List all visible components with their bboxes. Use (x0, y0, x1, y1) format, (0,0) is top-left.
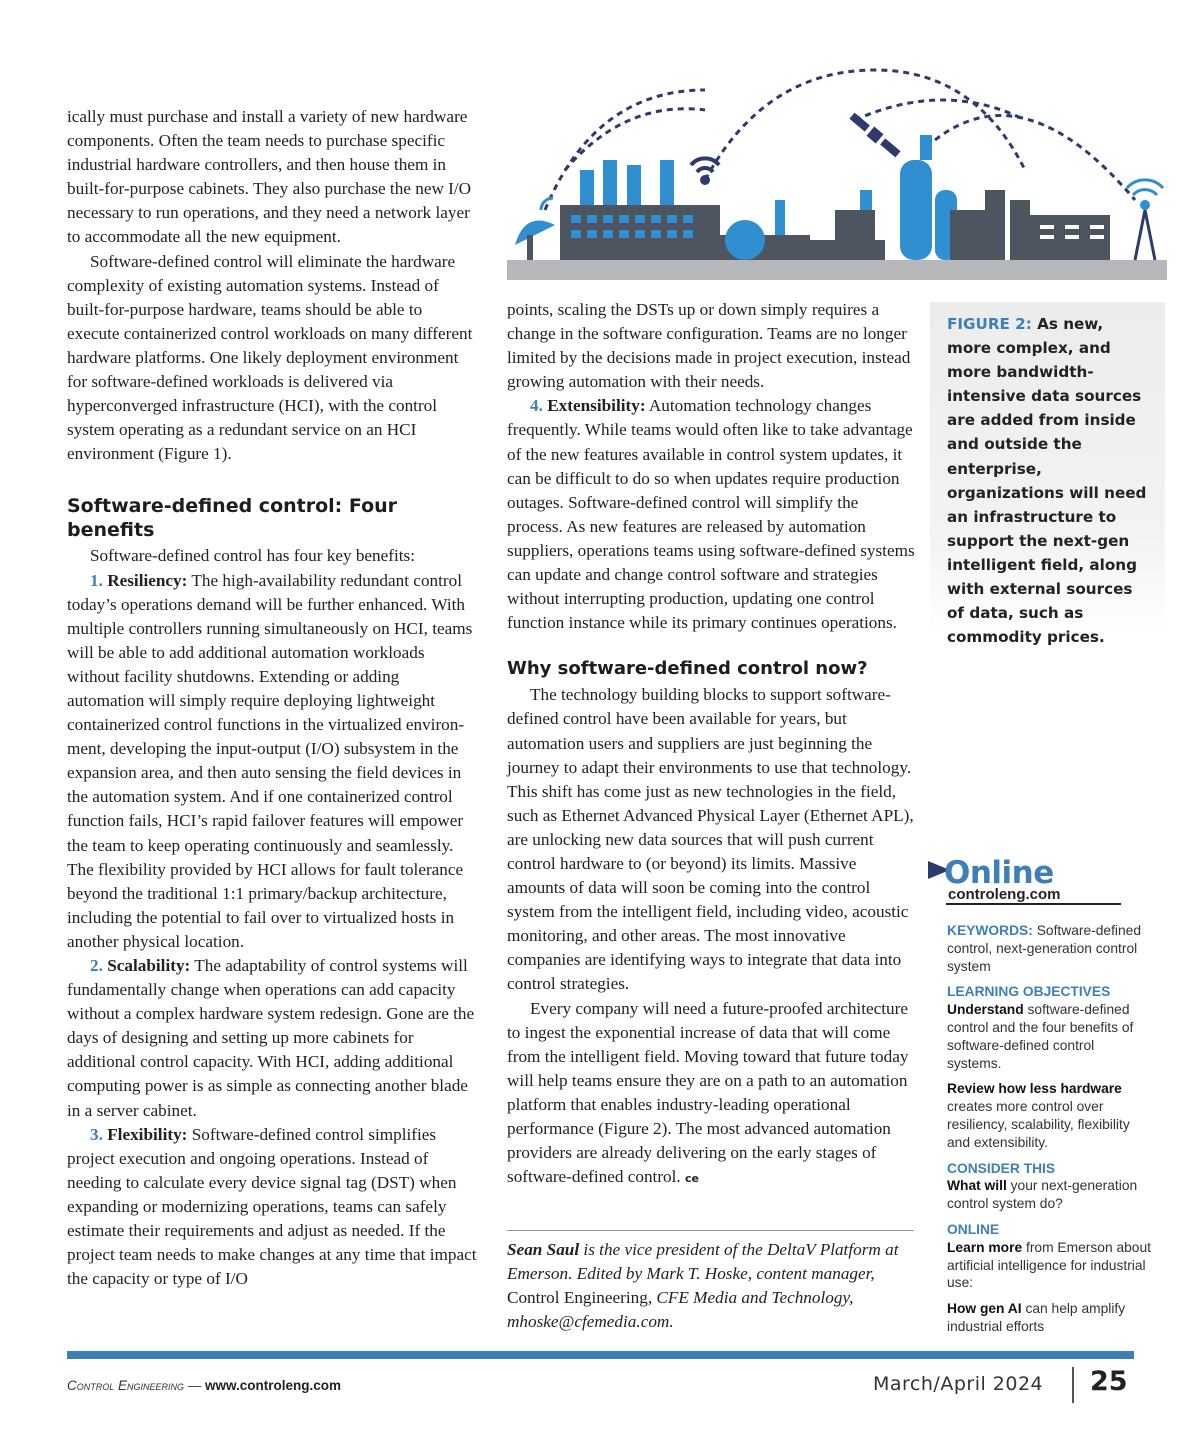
objective-lead: Review how less hardware (947, 1081, 1122, 1097)
online-link-item[interactable] (947, 1300, 1152, 1336)
online-word: Online (944, 855, 1054, 891)
benefit-label: Resiliency: (107, 570, 188, 590)
wifi-icon (691, 158, 719, 183)
refinery-towers (900, 135, 990, 260)
footer-publication (67, 1378, 341, 1393)
paragraph: Software-defined control will eliminate the hardware complexity of existing automation systems. Instead of built-for-purpose hardware, teams should be able to execute containerized control workloads on many different hardware platforms. One likely deployment environment for software-defined workloads is delivered via hyperconverged infrastructure (HCI), with the control system operating as a redundant service on an HCI environment (Figure 1). (67, 251, 473, 464)
link-text: can help amplify industrial efforts (947, 1301, 1126, 1334)
plant-center (720, 190, 885, 260)
radio-tower-icon (1127, 180, 1163, 260)
benefit-label: Scalability: (107, 956, 191, 975)
link-lead[interactable]: Learn more (947, 1239, 1023, 1255)
benefit-extensibility (507, 394, 917, 635)
learning-objectives-heading: LEARNING OBJECTIVES (947, 984, 1111, 1000)
footer-separator (1072, 1367, 1074, 1403)
paragraph: points, scaling the DSTs up or down simply requires a change in the software configuration. Teams are no longer limited by the decisions made in project execution, instead growing automation with their needs. (507, 300, 911, 392)
paragraph (507, 997, 917, 1192)
paragraph: Software-defined control has four key benefits: (90, 546, 416, 566)
section-heading-four-benefits: Software-defined control: Four benefits (67, 495, 398, 542)
benefit-text: Software-defined control simplifies project execution and ongoing operations. Instead of needing to calculate every device signal tag (DST) when expanding or modernizing operations, teams can safely estimate their requirements and adjust as needed. If the project team needs to make changes at any time that impact the capacity or type of I/O (67, 1124, 477, 1289)
bio-divider (507, 1230, 914, 1231)
benefit-number: 3. (90, 1124, 103, 1144)
keywords-label: KEYWORDS: (947, 923, 1033, 938)
footer-url[interactable]: www.controleng.com (205, 1378, 342, 1393)
footer-bar (67, 1351, 1134, 1359)
benefit-number: 4. (530, 396, 543, 416)
online-link-item[interactable] (947, 1239, 1152, 1292)
consider-text: your next-generation control system do? (947, 1178, 1138, 1212)
consider-lead: What will (947, 1178, 1007, 1194)
author-bio (507, 1238, 919, 1334)
ground (507, 260, 1167, 280)
link-text: from Emerson about artificial intelligence for industrial use: (947, 1239, 1151, 1291)
keywords (947, 922, 1152, 975)
bio-text: CFE Media and Technology, mhoske@cfemedia.com. (507, 1288, 854, 1331)
objective-text: software-defined control and the four benefits of software-defined control systems. (947, 1002, 1134, 1071)
benefit-number: 2. (90, 956, 103, 975)
figure-caption (930, 302, 1165, 647)
bio-text: is the vice president of the DeltaV Platform at Emerson. Edited by Mark T. Hoske, content manager, (507, 1240, 899, 1283)
benefit-resiliency (67, 569, 477, 955)
benefit-label: Extensibility: (547, 396, 646, 416)
benefit-label: Flexibility: (107, 1124, 188, 1144)
online-underline (946, 903, 1121, 905)
objective-text: creates more control over resiliency, scalability, flexibility and extensibility. (947, 1099, 1130, 1150)
footer-dash: — (184, 1378, 206, 1393)
objective-item (947, 1001, 1152, 1072)
sidebar-learning (947, 922, 1152, 1344)
satellite-icon (848, 111, 902, 159)
end-mark: ce (685, 1172, 699, 1186)
benefit-number: 1. (90, 570, 103, 590)
publication-title: Control Engineering (67, 1378, 185, 1393)
publication-name: Control Engineering, (507, 1288, 653, 1307)
issue-date: March/April 2024 (873, 1373, 1044, 1395)
paragraph-text: Every company will need a future-proofed architecture to ingest the exponential increase of data that will come from the intelligent field. Moving toward that future today will help teams ensure they are on a path to an automation platform that enables industry-leading operational performance (Figure 2). The most advanced automation providers are already delivering on the early stages of software-defined control. (507, 998, 909, 1187)
author-name: Sean Saul (507, 1240, 580, 1259)
link-lead[interactable]: How gen AI (947, 1301, 1022, 1317)
caption-label: FIGURE 2: (947, 315, 1032, 333)
factory-right (985, 190, 1110, 260)
benefit-flexibility (67, 1123, 477, 1292)
caption-text: As new, more complex, and more bandwidth-intensive data sources are added from inside and outside the enterprise, organizations will need an infrastructure to support the next-gen intelligent field, along with external sources of data, such as commodity prices. (947, 315, 1147, 647)
paragraph: ically must purchase and install a variety of new hardware components. Often the team needs to purchase specific industrial hardware controllers, and then house them in built-for-purpose cabinets. They also purchase the new I/O necessary to run operations, and they need a network layer to accommodate all the new equipment. (67, 107, 472, 247)
benefit-text: The high-availability redundant control today’s operations demand will be further enhanced. With multiple controllers running simultaneously on HCI, teams will be able to add additional automation workloads without facility shutdowns. Extending or adding automation will simply require deploying lightweight containerized control functions in the virtualized environment, developing the input-output (I/O) subsystem in the expansion area, and then auto sensing the field devices in the automation system. And if one containerized control function fails, HCI’s rapid failover features will empower the team to keep operating continuously and seamlessly. The flexibility provided by HCI allows for fault tolerance beyond the traditional 1:1 primary/backup architecture, including the potential to fail over to virtualized hosts in another physical location. (67, 570, 473, 951)
consider-item (947, 1177, 1152, 1213)
online-logo[interactable] (928, 853, 1158, 903)
article-column-1 (67, 105, 477, 1291)
objective-lead: Understand (947, 1002, 1024, 1018)
factory-left (560, 160, 720, 260)
benefit-text: The adaptability of control systems will fundamentally change when operations can add capacity without a complex hardware system redesign. Gone are the days of designing and setting up more cabinets for additional control capacity. With HCI, adding additional computing power is as simple as connecting another blade in a server cabinet. (67, 956, 475, 1120)
article-column-2 (507, 298, 917, 1191)
objective-item (947, 1080, 1152, 1151)
paragraph: The technology building blocks to support software-defined control have been available for years, but automation users and suppliers are just beginning the journey to adapt their environments to use that technology. This shift has come just as new technologies in the field, such as Ethernet Advanced Physical Layer (Ethernet APL), are unlocking new data sources that will push current control hardware to (or beyond) its limits. Massive amounts of data will soon be coming into the control system from the intelligent field, including video, acoustic monitoring, and other areas. The most innovative companies are identifying ways to integrate that data into control strategies. (507, 685, 914, 994)
page-number: 25 (1090, 1366, 1128, 1397)
benefit-text: Automation technology changes frequently. While teams would often like to take advantage of the new features available in control system updates, it can be difficult to do so when updates require production outages. Software-defined control will simplify the process. As new features are released by automation suppliers, operations teams using software-defined systems can update and change control software and strategies without interrupting production, updating one control function instance while its primary continues operations. (507, 396, 915, 633)
benefit-scalability (67, 954, 477, 1123)
keywords-text: Software-defined control, next-generation control system (947, 923, 1141, 974)
figure-2-illustration (505, 60, 1167, 282)
section-heading-why-now: Why software-defined control now? (507, 658, 868, 680)
online-site: controleng.com (948, 886, 1061, 903)
consider-this-heading: CONSIDER THIS (947, 1160, 1056, 1176)
satellite-dish-icon (515, 198, 555, 260)
online-heading: ONLINE (947, 1221, 1000, 1237)
